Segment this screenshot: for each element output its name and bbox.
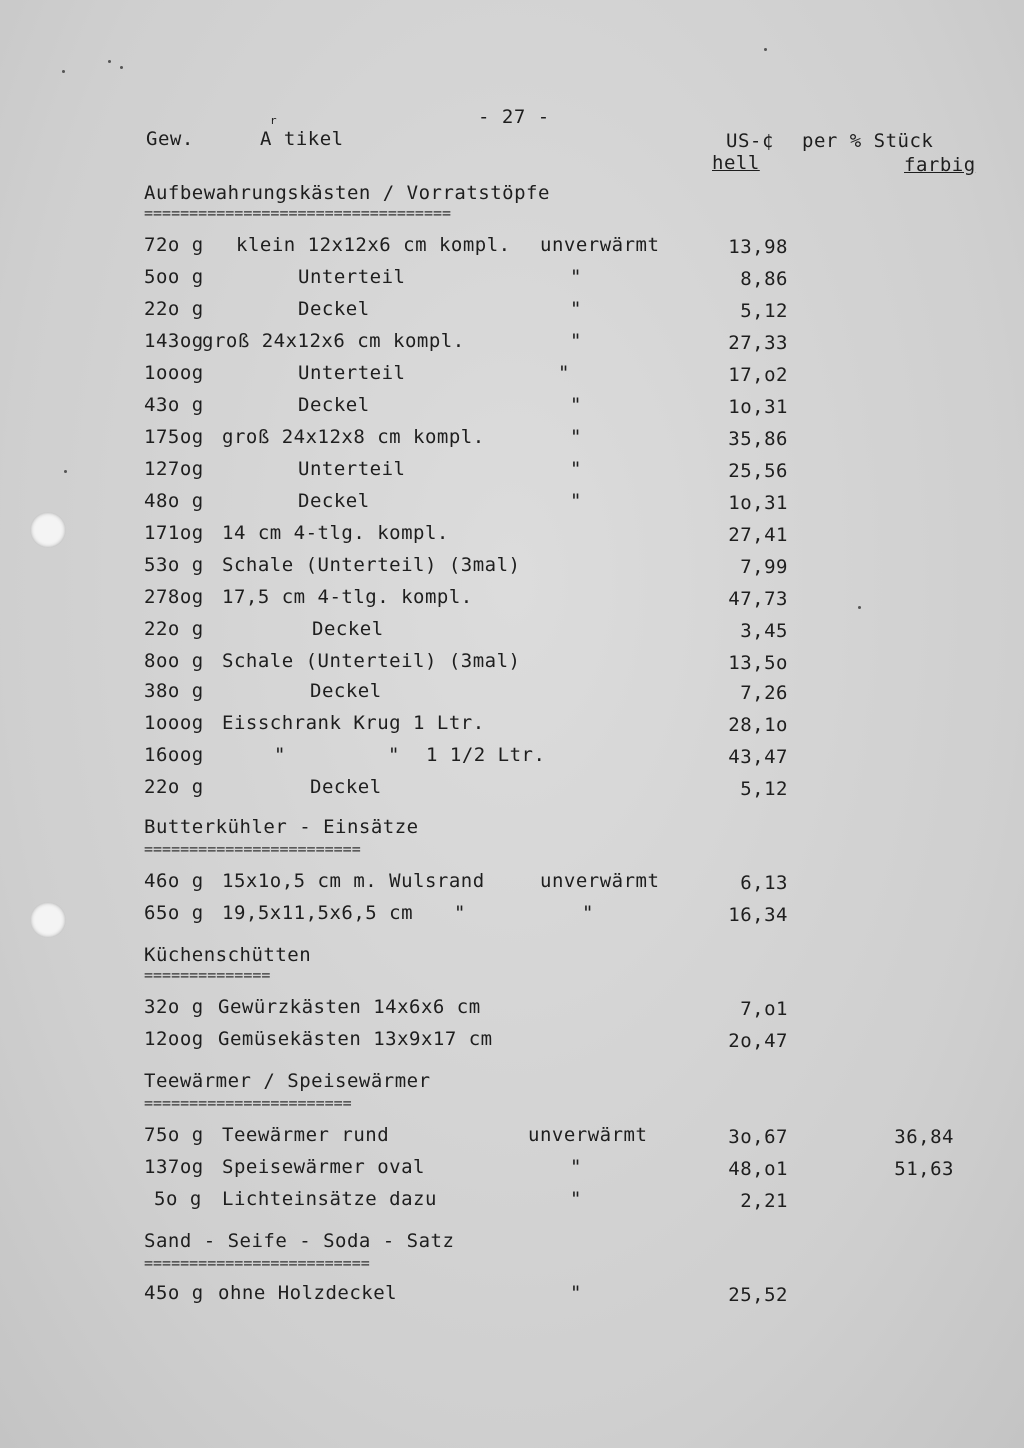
row-weight: 8oo g <box>144 650 204 672</box>
header-article: A tikel <box>260 128 344 150</box>
speck <box>64 470 67 473</box>
row-weight: 43o g <box>144 394 204 416</box>
row-weight: 22o g <box>144 618 204 640</box>
row-article: Gemüsekästen 13x9x17 cm <box>218 1028 493 1050</box>
row-price: 27,41 <box>728 524 788 546</box>
row-ditto: " <box>454 902 466 924</box>
row-article: groß 24x12x6 cm kompl. <box>202 330 465 352</box>
row-weight: 5o g <box>154 1188 202 1210</box>
row-article: 14 cm 4-tlg. kompl. <box>222 522 449 544</box>
row-price: 25,52 <box>728 1284 788 1306</box>
row-weight: 175og <box>144 426 204 448</box>
row-price: 28,1o <box>728 714 788 736</box>
header-currency: US-¢ <box>726 130 774 152</box>
row-note: " <box>570 490 582 512</box>
row-note: " <box>570 1156 582 1178</box>
row-price: 7,o1 <box>740 998 788 1020</box>
row-article: Gewürzkästen 14x6x6 cm <box>218 996 481 1018</box>
row-article: Deckel <box>312 618 384 640</box>
punch-hole-bottom <box>30 902 66 938</box>
row-note: " <box>570 298 582 320</box>
row-ditto: " <box>388 744 400 766</box>
section-rule: ======================== <box>144 840 361 858</box>
row-weight: 1ooog <box>144 712 204 734</box>
row-price: 7,99 <box>740 556 788 578</box>
row-article: 19,5x11,5x6,5 cm <box>222 902 414 924</box>
row-weight: 1ooog <box>144 362 204 384</box>
row-note: " <box>570 1282 582 1304</box>
row-weight: 65o g <box>144 902 204 924</box>
row-price: 5,12 <box>740 300 788 322</box>
row-weight: 46o g <box>144 870 204 892</box>
row-article: Schale (Unterteil) (3mal) <box>222 650 521 672</box>
speck <box>62 70 65 73</box>
row-note: " <box>570 394 582 416</box>
header-colored: farbig <box>904 154 976 176</box>
row-weight: 127og <box>144 458 204 480</box>
row-note: " <box>570 426 582 448</box>
header-article-insert: r <box>270 114 278 127</box>
section-rule: ========================= <box>144 1254 370 1272</box>
row-article: Unterteil <box>298 362 406 384</box>
row-article: klein 12x12x6 cm kompl. <box>236 234 511 256</box>
row-weight: 32o g <box>144 996 204 1018</box>
row-price: 13,5o <box>728 652 788 674</box>
section-title: Sand - Seife - Soda - Satz <box>144 1230 455 1252</box>
row-price: 5,12 <box>740 778 788 800</box>
row-article: 15x1o,5 cm m. Wulsrand <box>222 870 485 892</box>
row-article: ohne Holzdeckel <box>218 1282 398 1304</box>
row-article: Eisschrank Krug 1 Ltr. <box>222 712 485 734</box>
row-article: Teewärmer rund <box>222 1124 390 1146</box>
row-price: 8,86 <box>740 268 788 290</box>
row-article: Deckel <box>310 776 382 798</box>
row-weight: 75o g <box>144 1124 204 1146</box>
row-article: groß 24x12x8 cm kompl. <box>222 426 485 448</box>
row-weight: 45o g <box>144 1282 204 1304</box>
row-price-colored: 51,63 <box>894 1158 954 1180</box>
row-note: " <box>558 362 570 384</box>
row-article: Speisewärmer oval <box>222 1156 425 1178</box>
row-weight: 137og <box>144 1156 204 1178</box>
row-price: 1o,31 <box>728 396 788 418</box>
header-per-piece: per % Stück <box>802 130 934 152</box>
speck <box>108 60 111 63</box>
row-price: 1o,31 <box>728 492 788 514</box>
row-price: 2o,47 <box>728 1030 788 1052</box>
punch-hole-top <box>30 512 66 548</box>
row-price: 3o,67 <box>728 1126 788 1148</box>
row-weight: 72o g <box>144 234 204 256</box>
speck <box>858 606 861 609</box>
row-price: 35,86 <box>728 428 788 450</box>
row-weight: 278og <box>144 586 204 608</box>
section-rule: ============== <box>144 966 271 984</box>
row-weight: 22o g <box>144 776 204 798</box>
section-title: Teewärmer / Speisewärmer <box>144 1070 431 1092</box>
row-weight: 12oog <box>144 1028 204 1050</box>
row-weight: 48o g <box>144 490 204 512</box>
header-weight: Gew. <box>146 128 194 150</box>
row-ditto: " <box>274 744 286 766</box>
section-title: Küchenschütten <box>144 944 312 966</box>
row-note: " <box>570 330 582 352</box>
row-price: 25,56 <box>728 460 788 482</box>
row-article: Deckel <box>310 680 382 702</box>
speck <box>120 66 123 69</box>
row-weight: 171og <box>144 522 204 544</box>
section-rule: ================================== <box>144 204 452 222</box>
row-note: " <box>570 458 582 480</box>
row-article: Lichteinsätze dazu <box>222 1188 437 1210</box>
row-article: Deckel <box>298 298 370 320</box>
row-note: unverwärmt <box>540 234 660 256</box>
row-note: " <box>570 1188 582 1210</box>
row-price: 17,o2 <box>728 364 788 386</box>
section-title: Butterkühler - Einsätze <box>144 816 419 838</box>
row-note: " <box>582 902 594 924</box>
page-number: - 27 - <box>478 106 550 128</box>
row-article: Deckel <box>298 394 370 416</box>
row-price: 6,13 <box>740 872 788 894</box>
row-note: unverwärmt <box>528 1124 648 1146</box>
row-price: 27,33 <box>728 332 788 354</box>
section-title: Aufbewahrungskästen / Vorratstöpfe <box>144 182 550 204</box>
row-weight: 5oo g <box>144 266 204 288</box>
row-price: 7,26 <box>740 682 788 704</box>
row-price: 47,73 <box>728 588 788 610</box>
row-note: unverwärmt <box>540 870 660 892</box>
row-price: 13,98 <box>728 236 788 258</box>
row-weight: 143og <box>144 330 204 352</box>
row-price: 48,o1 <box>728 1158 788 1180</box>
row-article: Unterteil <box>298 266 406 288</box>
row-note: " <box>570 266 582 288</box>
section-rule: ======================= <box>144 1094 352 1112</box>
row-price-colored: 36,84 <box>894 1126 954 1148</box>
row-article: Deckel <box>298 490 370 512</box>
row-article: 17,5 cm 4-tlg. kompl. <box>222 586 473 608</box>
speck <box>764 48 767 51</box>
row-weight: 22o g <box>144 298 204 320</box>
row-article: 1 1/2 Ltr. <box>426 744 546 766</box>
row-weight: 53o g <box>144 554 204 576</box>
header-light: hell <box>712 152 760 174</box>
row-price: 16,34 <box>728 904 788 926</box>
row-weight: 16oog <box>144 744 204 766</box>
row-price: 2,21 <box>740 1190 788 1212</box>
row-price: 3,45 <box>740 620 788 642</box>
row-article: Schale (Unterteil) (3mal) <box>222 554 521 576</box>
row-article: Unterteil <box>298 458 406 480</box>
row-weight: 38o g <box>144 680 204 702</box>
row-price: 43,47 <box>728 746 788 768</box>
